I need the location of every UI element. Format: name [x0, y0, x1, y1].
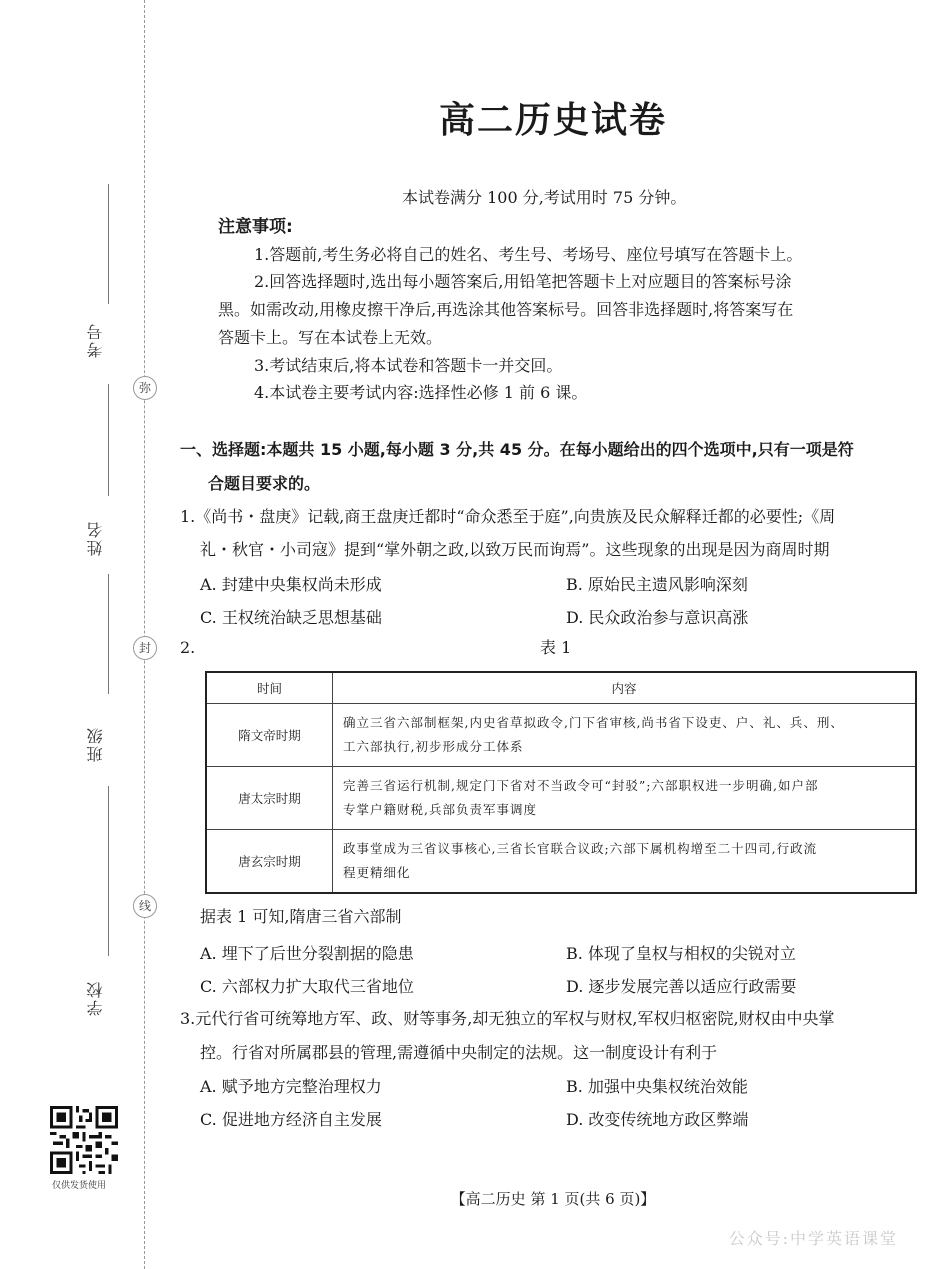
- exam-number-line: [108, 184, 109, 304]
- table-cell-line: 工六部执行,初步形成分工体系: [343, 739, 524, 754]
- q2-option-d: D. 逐步发展完善以适应行政需要: [566, 977, 797, 996]
- section-heading-line-1: 一、选择题:本题共 15 小题,每小题 3 分,共 45 分。在每小题给出的四个选项中,只有一项是符: [180, 440, 854, 459]
- notes-line-1: 1.答题前,考生务必将自己的姓名、考生号、考场号、座位号填写在答题卡上。: [254, 245, 803, 264]
- exam-number-label: 考号: [86, 322, 105, 358]
- q3-stem-line-2: 控。行省对所属郡县的管理,需遵循中央制定的法规。这一制度设计有利于: [200, 1043, 718, 1062]
- q3-option-c: C. 促进地方经济自主发展: [200, 1110, 382, 1129]
- notes-line-3: 黑。如需改动,用橡皮擦干净后,再选涂其他答案标号。回答非选择题时,将答案写在: [218, 300, 794, 319]
- seal-char-feng: 封: [133, 636, 157, 660]
- page-title: 高二历史试卷: [438, 100, 667, 141]
- qr-caption: 仅供发货使用: [52, 1181, 107, 1191]
- notes-line-6: 4.本试卷主要考试内容:选择性必修 1 前 6 课。: [254, 383, 588, 402]
- table-cell-line: 完善三省运行机制,规定门下省对不当政令可“封驳”;六部职权进一步明确,如户部: [343, 778, 819, 793]
- table-cell-line: 政事堂成为三省议事核心,三省长官联合议政;六部下属机构增至二十四司,行政流: [343, 841, 818, 856]
- watermark: 公众号:中学英语课堂: [728, 1229, 898, 1248]
- q3-option-a: A. 赋予地方完整治理权力: [200, 1077, 382, 1096]
- table-row: [206, 830, 916, 894]
- q1-stem-line-2: 礼・秋官・小司寇》提到“掌外朝之政,以致万民而询焉”。这些现象的出现是因为商周时期: [200, 540, 830, 559]
- table-cell-period: 唐太宗时期: [206, 767, 333, 830]
- table-caption: 表 1: [540, 638, 572, 657]
- table-cell-content: [333, 830, 917, 894]
- name-label: 姓名: [86, 520, 105, 556]
- q1-option-c: C. 王权统治缺乏思想基础: [200, 608, 382, 627]
- class-line: [108, 786, 109, 956]
- table-header-content: 内容: [333, 672, 917, 704]
- notes-line-2: 2.回答选择题时,选出每小题答案后,用铅笔把答题卡上对应题目的答案标号涂: [254, 272, 792, 291]
- table-cell-period: 隋文帝时期: [206, 704, 333, 767]
- q3-stem-line-1: 3.元代行省可统筹地方军、政、财等事务,却无独立的军权与财权,军权归枢密院,财权由中央掌: [180, 1009, 835, 1028]
- q2-option-a: A. 埋下了后世分裂割据的隐患: [200, 944, 414, 963]
- notes-line-5: 3.考试结束后,将本试卷和答题卡一并交回。: [254, 356, 563, 375]
- table-header-row: [206, 672, 916, 704]
- table-cell-content: [333, 704, 917, 767]
- table-cell-line: 程更精细化: [343, 865, 411, 880]
- q1-stem-line-1: 1.《尚书・盘庚》记载,商王盘庚迁都时“命众悉至于庭”,向贵族及民众解释迁都的必要性;《周: [180, 507, 836, 526]
- q3-option-d: D. 改变传统地方政区弊端: [566, 1110, 749, 1129]
- q2-number: 2.: [180, 638, 196, 657]
- q1-option-d: D. 民众政治参与意识高涨: [566, 608, 749, 627]
- school-label: 学校: [86, 980, 105, 1016]
- seal-char-xian: 线: [133, 894, 157, 918]
- exam-number-line-2: [108, 384, 109, 496]
- table-cell-line: 专掌户籍财税,兵部负责军事调度: [343, 802, 537, 817]
- table-header-time: 时间: [206, 672, 333, 704]
- q1-option-a: A. 封建中央集权尚未形成: [200, 575, 382, 594]
- seal-char-mi: 弥: [133, 376, 157, 400]
- q3-option-b: B. 加强中央集权统治效能: [566, 1077, 748, 1096]
- section-heading-line-2: 合题目要求的。: [208, 474, 321, 493]
- qr-code-icon: [50, 1106, 118, 1174]
- exam-subtitle: 本试卷满分 100 分,考试用时 75 分钟。: [402, 188, 687, 207]
- q2-option-b: B. 体现了皇权与相权的尖锐对立: [566, 944, 796, 963]
- q2-option-c: C. 六部权力扩大取代三省地位: [200, 977, 414, 996]
- table-cell-content: [333, 767, 917, 830]
- notes-line-4: 答题卡上。写在本试卷上无效。: [218, 328, 443, 347]
- page-footer: 【高二历史 第 1 页(共 6 页)】: [450, 1190, 656, 1208]
- q1-option-b: B. 原始民主遗风影响深刻: [566, 575, 748, 594]
- notes-heading: 注意事项:: [218, 217, 293, 237]
- class-label: 班级: [86, 726, 105, 762]
- name-line: [108, 574, 109, 694]
- q2-stem: 据表 1 可知,隋唐三省六部制: [200, 907, 402, 926]
- table-cell-line: 确立三省六部制框架,内史省草拟政令,门下省审核,尚书省下设吏、户、礼、兵、刑、: [343, 715, 844, 730]
- table-cell-period: 唐玄宗时期: [206, 830, 333, 894]
- data-table: [205, 671, 917, 894]
- table-row: [206, 767, 916, 830]
- table-row: [206, 704, 916, 767]
- binding-line: [144, 0, 145, 1269]
